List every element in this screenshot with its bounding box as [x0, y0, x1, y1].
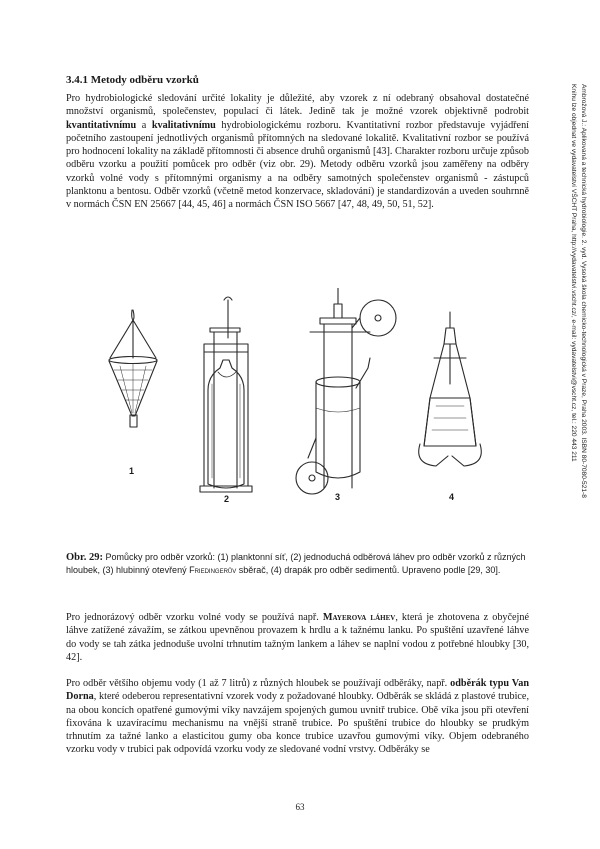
text-run: Pro jednorázový odběr vzorku volné vody se používá např. [66, 612, 323, 623]
figure-label-4: 4 [449, 492, 455, 502]
text-run: hydrobiologickému rozboru. Kvantitativní rozbor představuje vyjádření početního zastoupení jednotlivých organismů přítomných na sledované lokalitě. Kvalitativní rozbor se používá pro hodnocení lokality na základě přítomnosti či absence druhů organismů [43]. Charakter rozboru určuje způsob odběru vzorku a použití pomůcek pro odběr (viz obr. 29). Metody odběru vzorků jsou zaměřeny na odběry vzorků volné vody s přítomnými organismy a na odběry samotných společenstev organismů - zástupců planktonu a bentosu. Odběr vzorků (včetně metod konzervace, skladování) je standardizován a uveden souhrnně v normách ČSN EN 25667 [44, 45, 46] a normách ČSN ISO 5667 [47, 48, 49, 50, 51, 52]. [66, 119, 529, 211]
figure-sampling-tools [90, 288, 490, 510]
page-number: 63 [295, 802, 305, 812]
section-heading: 3.4.1 Metody odběru vzorků [66, 74, 199, 86]
text-run: , které odeberou representativní vzorek vody z požadované hloubky. Odběrák se skládá z plastové trubice, na obou koncích opatřené gumovými víky navzájem spojených gumou uvnitř trubice. Obě víka jsou při otevření fixována k uzavíracímu mechanismu na vnější straně trubice. Po spuštění trubice do hloubky se prudkým trhnutím za tažné lanko a elasticitou gumy oba konce trubice uzavřou gumovými víky. Objem odebraného vzorku vody v trubici pak odpovídá vzorku vody ze sledované vodní vrstvy. Odběráky se [66, 691, 529, 756]
text-run: a [136, 119, 152, 131]
bold-term-qualitative: kvalitativnímu [151, 119, 216, 131]
figure-label-1: 1 [129, 466, 135, 476]
bold-term-quantitative: kvantitativnímu [66, 119, 137, 131]
caption-smallcaps: Friedingerův [189, 565, 237, 575]
figure-illustration [90, 288, 490, 510]
van-dorn-paragraph [66, 677, 529, 757]
intro-paragraph [66, 92, 529, 212]
plankton-net-drawing [109, 310, 157, 427]
bold-term-mayer-bottle: Mayerova láhev [322, 612, 396, 623]
citation-line: Ambrožová J.: Aplikovaná a technická hydrobiologie. 2. vyd. Vysoká škola chemicko-technologická v Praze, Praha 2003. ISBN 80-7080-521-8 [580, 84, 587, 498]
order-info-line: Knihu lze objednat ve vydavatelství VŠCHT Praha, http://vydavatelstvi.vscht.cz/, e-mail: vydavatelstvi@vscht.cz, tel.: 220 443 211 [570, 84, 578, 462]
friedinger-sampler-drawing [296, 288, 396, 494]
mayer-bottle-paragraph [66, 611, 529, 664]
caption-label: Obr. 29: [66, 552, 103, 563]
text-run: sběrač, (4) drapák pro odběr sedimentů. Upraveno podle [29, 30]. [236, 565, 501, 575]
text-run: , která je zhotovena z obyčejné láhve zatížené závažím, se zátkou upevněnou provazem k hrdlu a k tažnému lanku. Po spuštění uzavřené láhve do vody se tah zátka jednoduše uvolní trhnutím tažným lankem a láhev se naplní vodou z potřebné hloubky [30, 42]. [66, 612, 530, 663]
citation-sidebar [558, 84, 588, 614]
text-run: Pro odběr většího objemu vody (1 až 7 litrů) z různých hloubek se používají odběráky, např. [66, 678, 451, 689]
figure-label-3: 3 [335, 492, 341, 502]
sampling-bottle-drawing [200, 297, 252, 492]
bold-term-van-dorn: odběrák typu Van Dorna [66, 678, 529, 703]
text-run: Pomůcky pro odběr vzorků: (1) planktonní síť, (2) jednoduchá odběrová láhev pro odběr vzorků z různých hloubek, (3) hlubinný otevřený [66, 552, 526, 575]
figure-caption [66, 551, 529, 576]
sediment-grab-drawing [419, 312, 482, 466]
figure-label-2: 2 [224, 494, 230, 504]
text-run: Pro hydrobiologické sledování určité lokality je důležité, aby vzorek z ní odebraný obsahoval dostatečné množství organismů, společenstev, populací či látek. Jedině tak je možné vzorek objektivně podrobit [66, 93, 529, 118]
